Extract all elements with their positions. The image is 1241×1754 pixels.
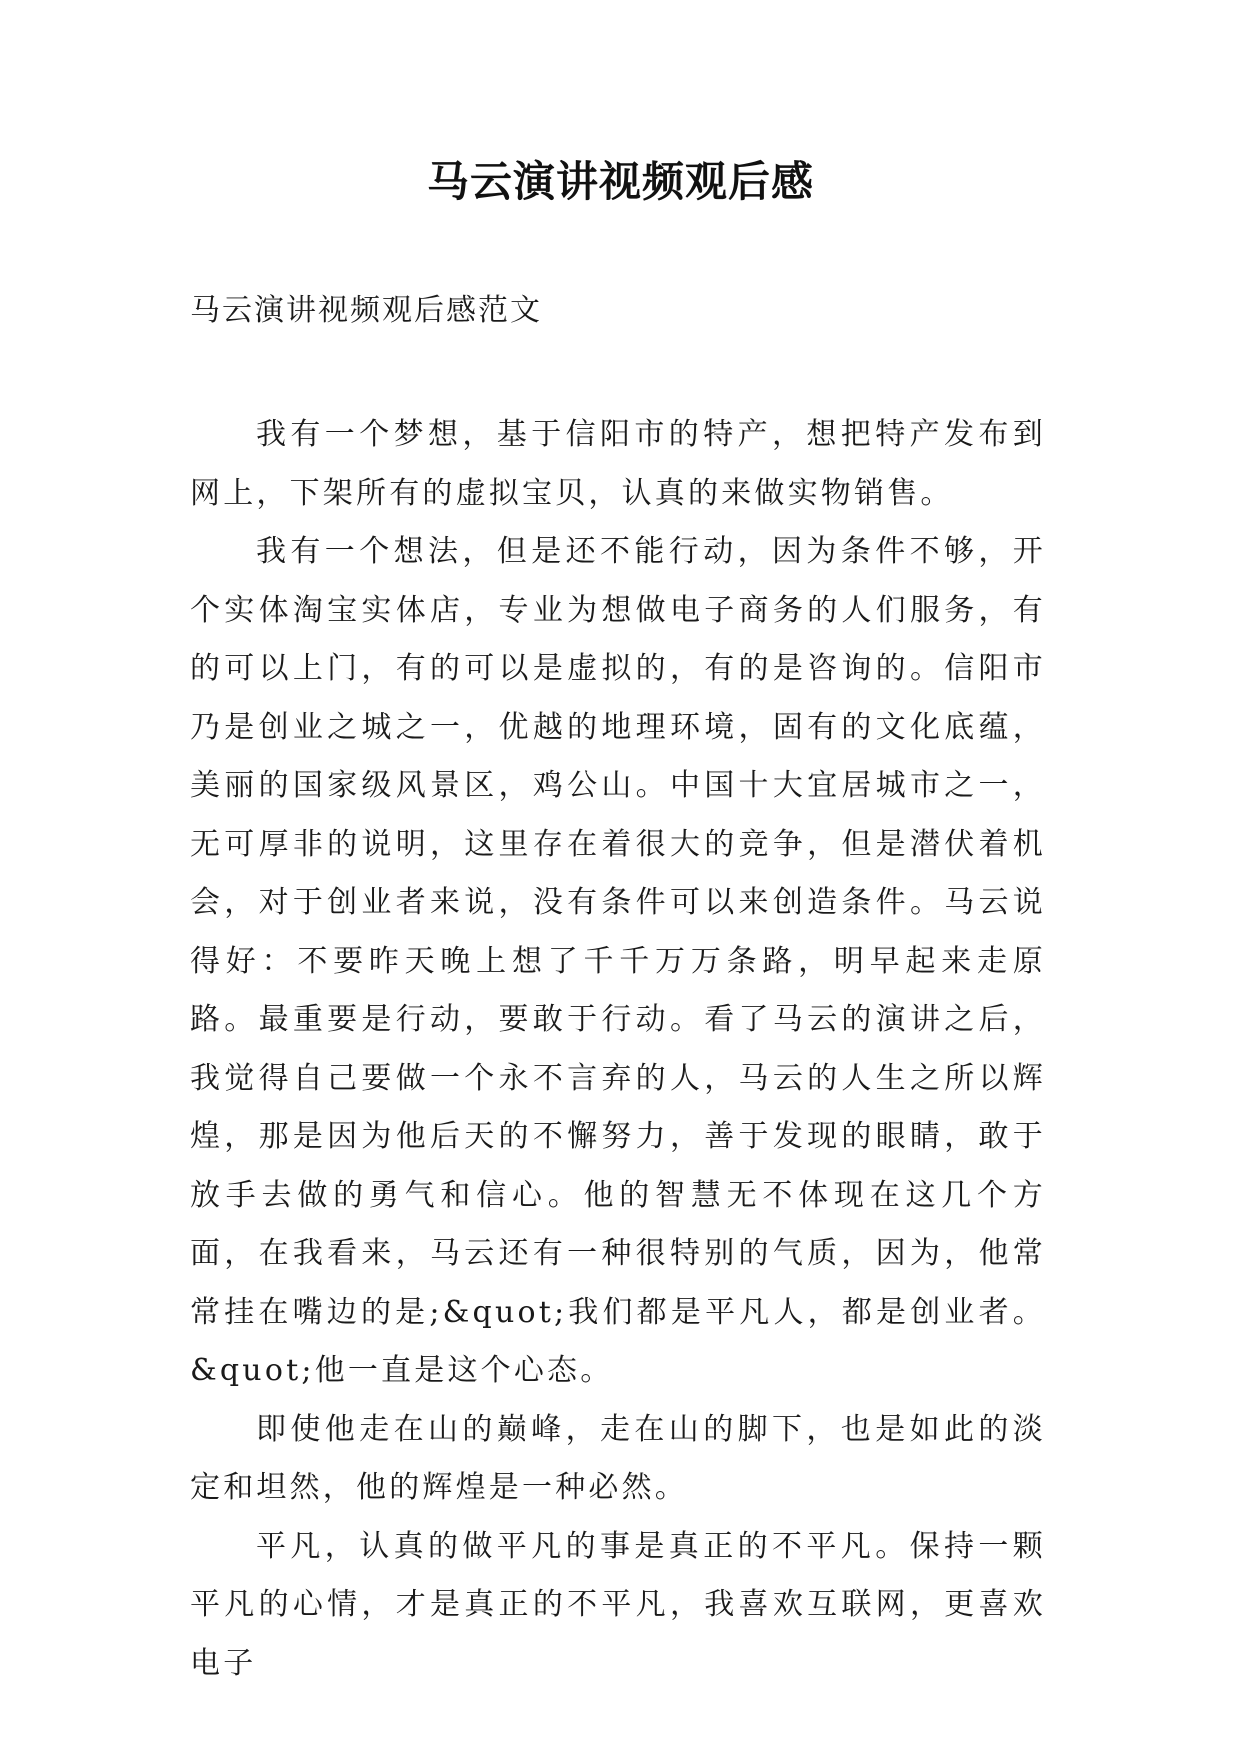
document-title: 马云演讲视频观后感 xyxy=(426,157,814,206)
document-body xyxy=(190,406,1046,1693)
paragraph: 平凡，认真的做平凡的事是真正的不平凡。保持一颗平凡的心情，才是真正的不平凡，我喜欢互联网，更喜欢电子 xyxy=(190,1528,1046,1681)
paragraph: 我有一个想法，但是还不能行动，因为条件不够，开个实体淘宝实体店，专业为想做电子商务的人们服务，有的可以上门，有的可以是虚拟的，有的是咨询的。信阳市乃是创业之城之一，优越的地理环境，固有的文化底蕴，美丽的国家级风景区，鸡公山。中国十大宜居城市之一，无可厚非的说明，这里存在着很大的竞争，但是潜伏着机会，对于创业者来说，没有条件可以来创造条件。马云说得好：不要昨天晚上想了千千万万条路，明早起来走原路。最重要是行动，要敢于行动。看了马云的演讲之后，我觉得自己要做一个永不言弃的人，马云的人生之所以辉煌，那是因为他后天的不懈努力，善于发现的眼睛，敢于放手去做的勇气和信心。他的智慧无不体现在这几个方面，在我看来，马云还有一种很特别的气质，因为，他常常挂在嘴边的是;&quot;我们都是平凡人，都是创业者。&quot;他一直是这个心态。 xyxy=(190,534,1046,1388)
paragraph: 我有一个梦想，基于信阳市的特产，想把特产发布到网上，下架所有的虚拟宝贝，认真的来做实物销售。 xyxy=(190,417,1046,511)
paragraph: 即使他走在山的巅峰，走在山的脚下，也是如此的淡定和坦然，他的辉煌是一种必然。 xyxy=(190,1411,1046,1505)
document-subtitle: 马云演讲视频观后感范文 xyxy=(190,293,542,328)
